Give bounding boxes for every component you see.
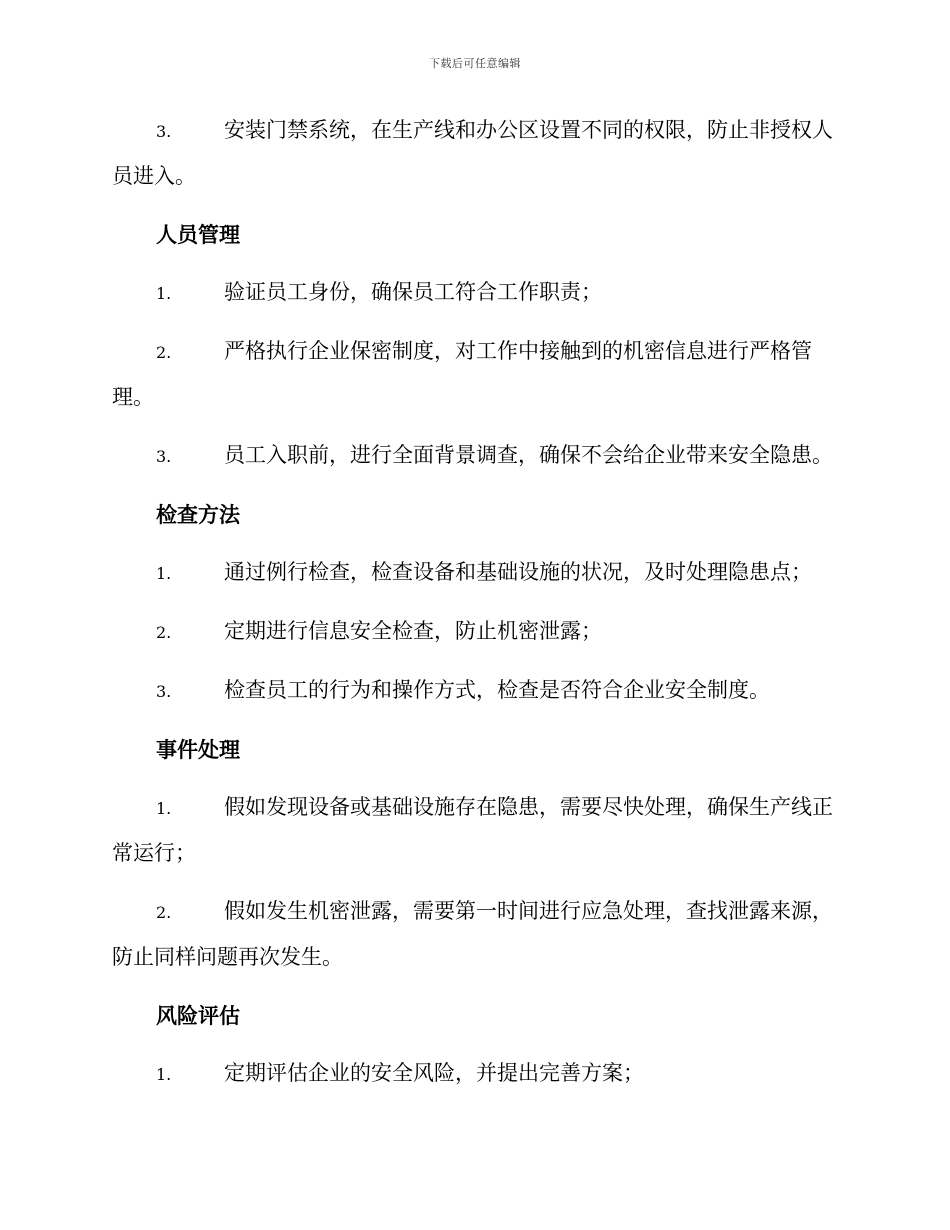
item-number: 1. <box>156 799 172 818</box>
list-item <box>112 1051 837 1097</box>
item-text: 验证员工身份，确保员工符合工作职责； <box>224 280 602 304</box>
item-text: 假如发现设备或基础设施存在隐患，需要尽快处理，确保生产线正常运行； <box>112 795 833 865</box>
item-number: 3. <box>156 447 172 466</box>
section-heading-incident: 事件处理 <box>156 737 240 762</box>
item-number: 3. <box>156 682 172 701</box>
document-body <box>112 108 837 1110</box>
item-number: 2. <box>156 903 172 922</box>
list-item <box>112 609 837 655</box>
list-item <box>112 889 837 980</box>
item-text: 严格执行企业保密制度，对工作中接触到的机密信息进行严格管理。 <box>112 339 812 409</box>
section-heading-risk: 风险评估 <box>156 1003 240 1028</box>
section-heading-inspection: 检查方法 <box>156 502 240 527</box>
item-number: 2. <box>156 623 172 642</box>
list-item <box>112 433 837 479</box>
section-heading-personnel: 人员管理 <box>156 222 240 247</box>
item-text: 员工入职前，进行全面背景调查，确保不会给企业带来安全隐患。 <box>224 443 833 467</box>
list-item <box>112 550 837 596</box>
item-number: 1. <box>156 564 172 583</box>
item-text: 定期进行信息安全检查，防止机密泄露； <box>224 619 602 643</box>
list-item <box>112 668 837 714</box>
list-item <box>112 108 837 199</box>
list-item <box>112 329 837 420</box>
item-text: 安装门禁系统，在生产线和办公区设置不同的权限，防止非授权人员进入。 <box>112 118 833 188</box>
item-text: 定期评估企业的安全风险，并提出完善方案； <box>224 1061 644 1085</box>
list-item <box>112 785 837 876</box>
item-number: 3. <box>156 122 172 141</box>
item-number: 1. <box>156 284 172 303</box>
item-number: 2. <box>156 343 172 362</box>
list-item <box>112 270 837 316</box>
item-text: 检查员工的行为和操作方式，检查是否符合企业安全制度。 <box>224 678 770 702</box>
item-text: 通过例行检查，检查设备和基础设施的状况，及时处理隐患点； <box>224 560 812 584</box>
item-text: 假如发生机密泄露，需要第一时间进行应急处理，查找泄露来源，防止同样问题再次发生。 <box>112 899 833 969</box>
header-note: 下载后可任意编辑 <box>429 57 521 70</box>
item-number: 1. <box>156 1065 172 1084</box>
